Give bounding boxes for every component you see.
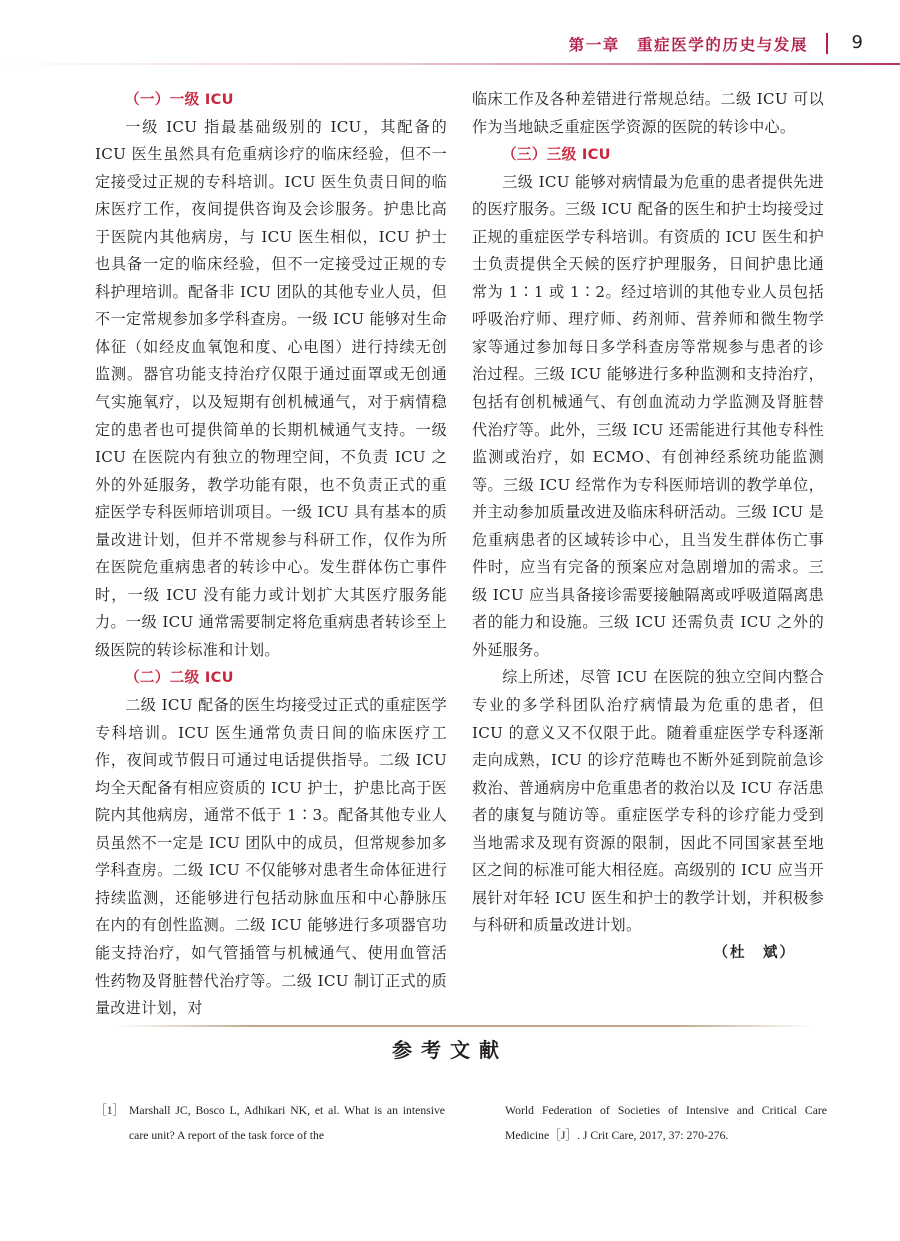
reference-item-continued <box>505 1098 827 1148</box>
level-2-icu-paragraph-continued: 临床工作及各种差错进行常规总结。二级 ICU 可以作为当地缺乏重症医学资源的医院的转诊中心。 <box>472 90 824 136</box>
reference-text-part-2: World Federation of Societies of Intensive and Critical Care Medicine［J］. J Crit Care, 2017, 37: 270-276. <box>505 1104 827 1142</box>
author-credit: （杜 斌） <box>713 944 796 961</box>
section-heading-level-3: （三）三级 ICU <box>502 146 611 164</box>
right-column <box>472 86 824 968</box>
section-heading-level-1: （一）一级 ICU <box>125 91 234 108</box>
summary-paragraph: 综上所述，尽管 ICU 在医院的独立空间内整合专业的多学科团队治疗病情最为危重的患者，但 ICU 的意义又不仅限于此。随着重症医学专科逐渐走向成熟，ICU 的诊疗范畴也不断外延到院前急诊救治、普通病房中危重患者的救治以及 ICU 存活患者的康复与随访等。重症医学专科的诊疗能力受到当地需求及现有资源的限制，因此不同国家甚至地区之间的标准可能大相径庭。高级别的 ICU 应当开展针对年轻 ICU 医生和护士的教学计划，并积极参与科研和质量改进计划。 <box>472 668 824 935</box>
level-2-icu-paragraph: 二级 ICU 配备的医生均接受过正式的重症医学专科培训。ICU 医生通常负责日间的临床医疗工作，夜间或节假日可通过电话提供指导。二级 ICU 均全天配备有相应资质的 ICU 护士，护患比高于医院内其他病房，通常不低于 1∶3。配备其他专业人员虽然不一定是 ICU 团队中的成员，但常规参加多学科查房。二级 ICU 不仅能够对患者生命体征进行持续监测，还能够进行包括动脉血压和中心静脉压在内的有创性监测。二级 ICU 能够进行多项器官功能支持治疗，如气管插管与机械通气、使用血管活性药物及肾脏替代治疗等。二级 ICU 制订正式的质量改进计划，对 <box>95 696 447 1018</box>
header-rule <box>0 63 900 65</box>
page-number: 9 <box>851 32 863 53</box>
chapter-title: 第一章 重症医学的历史与发展 <box>568 36 808 54</box>
level-1-icu-paragraph: 一级 ICU 指最基础级别的 ICU，其配备的 ICU 医生虽然具有危重病诊疗的临床经验，但不一定接受过正规的专科培训。ICU 医生负责日间的临床医疗工作，夜间提供咨询及会诊服务。护患比高于医院内其他病房，与 ICU 医生相似，ICU 护士也具备一定的临床经验，但不一定接受过正规的专科护理培训。配备非 ICU 团队的其他专业人员，但不一定常规参加多学科查房。一级 ICU 能够对生命体征（如经皮血氧饱和度、心电图）进行持续无创监测。器官功能支持治疗仅限于通过面罩或无创通气实施氧疗，以及短期有创机械通气，对于病情稳定的患者也可提供简单的长期机械通气支持。一级 ICU 在医院内有独立的物理空间，不负责 ICU 之外的外延服务，教学功能有限，也不负责正式的重症医学专科医师培训项目。一级 ICU 具有基本的质量改进计划，但并不常规参与科研工作，仅作为所在医院危重病患者的转诊中心。发生群体伤亡事件时，一级 ICU 没有能力或计划扩大其医疗服务能力。一级 ICU 通常需要制定将危重病患者转诊至上级医院的转诊标准和计划。 <box>95 117 447 659</box>
reference-item <box>95 1098 445 1148</box>
reference-text-part-1: Marshall JC, Bosco L, Adhikari NK, et al. What is an intensive care unit? A report of the task force of the <box>129 1104 445 1142</box>
level-3-icu-paragraph: 三级 ICU 能够对病情最为危重的患者提供先进的医疗服务。三级 ICU 配备的医生和护士均接受过正规的重症医学专科培训。有资质的 ICU 医生和护士负责提供全天候的医疗护理服务，日间护患比通常为 1∶1 或 1∶2。经过培训的其他专业人员包括呼吸治疗师、理疗师、药剂师、营养师和微生物学家等通过参加每日多学科查房等常规参与患者的诊治过程。三级 ICU 能够进行多种监测和支持治疗，包括有创机械通气、有创血流动力学监测及肾脏替代治疗等。此外，三级 ICU 还需能进行其他专科性监测或治疗，如 ECMO、有创神经系统功能监测等。三级 ICU 经常作为专科医师培训的教学单位，并主动参加质量改进及临床科研活动。三级 ICU 是危重病患者的区域转诊中心，且当发生群体伤亡事件时，应当有完备的预案应对急剧增加的需求。三级 ICU 应当具备接诊需要接触隔离或呼吸道隔离患者的能力和设施。三级 ICU 还需负责 ICU 之外的外延服务。 <box>472 172 824 659</box>
references-divider <box>115 1025 815 1027</box>
reference-number: ［1］ <box>95 1104 125 1117</box>
references-title: 参考文献 <box>392 1038 508 1062</box>
running-header <box>0 0 900 64</box>
section-heading-level-2: （二）二级 ICU <box>125 669 234 687</box>
left-column <box>95 86 447 1023</box>
header-divider <box>826 33 828 54</box>
